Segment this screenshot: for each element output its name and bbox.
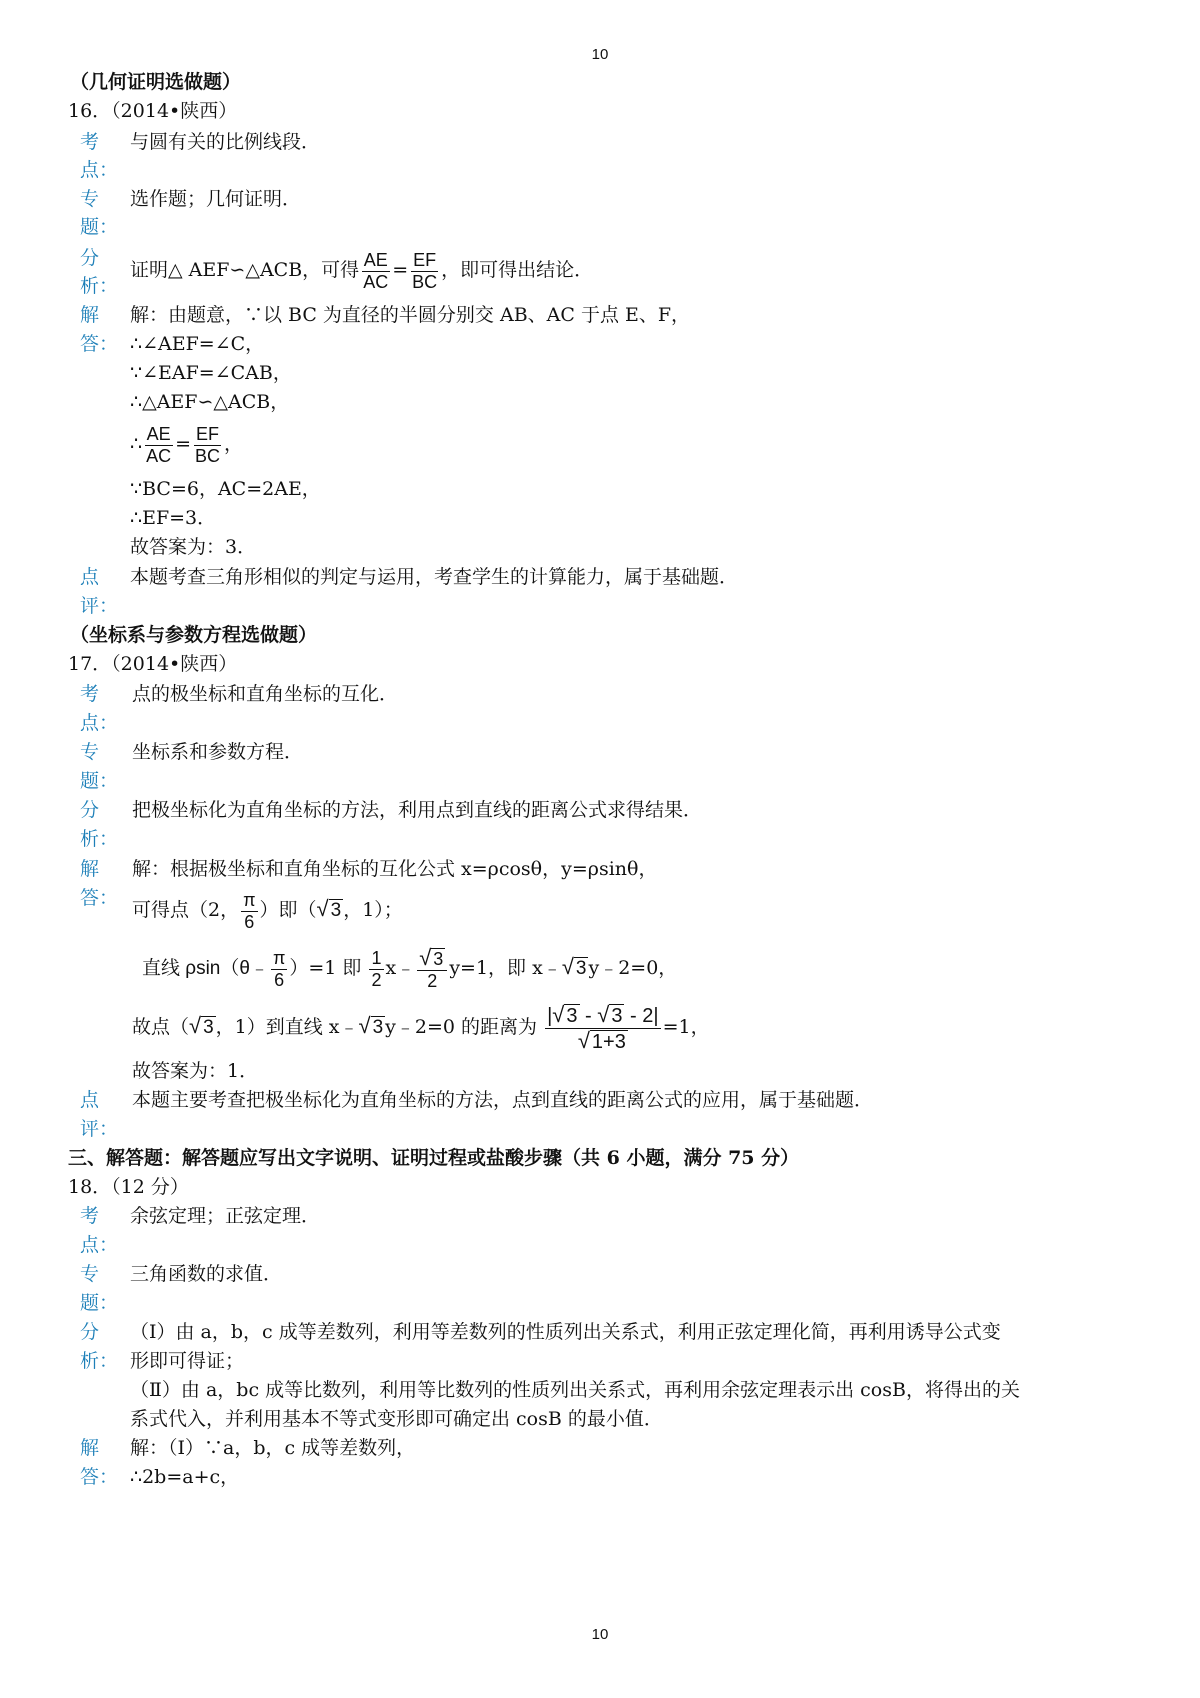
q18-zhuanti-label-1: 专 (80, 1263, 100, 1285)
q18-header: 18．（12 分） (68, 1176, 189, 1198)
q16-jieda-label-2: 答： (80, 333, 119, 355)
q18-fenxi-line-2: 形即可得证； (130, 1350, 245, 1372)
q16-header: 16．（2014•陕西） (68, 100, 238, 122)
minus-two-abs: - 2| (624, 1004, 659, 1027)
q17-solution-line-3 (142, 942, 677, 994)
q17-l3-text-e: y﹣2=0， (588, 957, 678, 979)
fraction-numerator: 1 (371, 947, 382, 968)
q17-l4-text-c: y﹣2=0 的距离为 (385, 1016, 538, 1038)
q17-fenxi: 把极坐标化为直角坐标的方法，利用点到直线的距离公式求得结果． (132, 799, 703, 821)
q16-dianping-label-2: 评： (80, 595, 119, 617)
radicand: 3 (330, 900, 342, 921)
q17-zhuanti-label-1: 专 (80, 741, 100, 763)
fraction-denominator: AC (146, 445, 172, 466)
q17-l2-text-c: ，1）； (343, 899, 403, 921)
q18-zhuanti-label-2: 题： (80, 1292, 119, 1314)
q16-fenxi-label-1: 分 (80, 247, 100, 269)
q17-l3-text-d: y=1，即 x﹣ (449, 957, 562, 979)
fraction-ef-bc (193, 424, 222, 467)
minus-sign: - (579, 1004, 598, 1027)
distance-fraction (545, 1003, 660, 1054)
q16-kaodian: 与圆有关的比例线段． (130, 131, 321, 153)
q16-dianping-label-1: 点 (80, 566, 100, 588)
radicand: 1+3 (591, 1030, 626, 1053)
q18-fenxi-line-1: （Ⅰ）由 a，b，c 成等差数列，利用等差数列的性质列出关系式，利用正弦定理化简，再利用诱导公式变 (130, 1321, 1001, 1343)
q17-solution-line-2 (132, 884, 403, 936)
q18-fenxi-label-2: 析： (80, 1350, 119, 1372)
q16-zhuanti: 选作题；几何证明． (130, 188, 302, 210)
fraction-denominator (576, 1029, 630, 1054)
q16-zhuanti-label-1: 专 (80, 188, 100, 210)
section-title-coordinates: （坐标系与参数方程选做题） (70, 624, 318, 646)
q16-comma: ， (224, 433, 244, 455)
q17-l4-text-d: =1， (662, 1016, 710, 1038)
q16-kaodian-label-2: 点： (80, 159, 119, 181)
q16-solution-line-8: 故答案为：3． (130, 536, 257, 558)
fraction-denominator: BC (195, 445, 221, 466)
fraction-numerator: EF (413, 249, 437, 270)
fraction-denominator: 6 (244, 911, 255, 932)
section-title-geometry: （几何证明选做题） (70, 71, 242, 93)
radicand: 3 (433, 948, 444, 969)
q16-solution-line-5: ∴ $\frac{AE}{AC}$ = $\frac{EF}{BC}$ ， (130, 423, 244, 466)
fraction-denominator: 2 (371, 969, 382, 990)
q16-therefore: ∴ (130, 433, 143, 455)
radicand: 3 (203, 1017, 214, 1038)
page-number-top: 10 (591, 46, 609, 63)
q16-solution-line-4: ∴△AEF∽△ACB， (130, 391, 290, 413)
q16-solution-line-2: ∴∠AEF=∠C， (130, 333, 265, 355)
q18-solution-line-2: ∴2b=a+c， (130, 1466, 240, 1488)
sqrt-1-plus-3: √ 1+3 (577, 1027, 626, 1053)
q18-zhuanti: 三角函数的求值． (130, 1263, 283, 1285)
q17-jieda-label-1: 解 (80, 858, 100, 880)
fraction-ae-ac (361, 250, 390, 293)
fraction-denominator: BC (412, 271, 438, 292)
q17-l2-text-a: 可得点（2， (132, 899, 240, 921)
radicand: 3 (566, 1004, 578, 1027)
q16-solution-line-1: 解：由题意，∵以 BC 为直径的半圆分别交 AB、AC 于点 E、F， (130, 304, 691, 326)
q16-jieda-label-1: 解 (80, 304, 100, 326)
sqrt-3: √ 3 (561, 954, 587, 979)
sqrt-3: √ 3 (597, 1001, 623, 1027)
fraction-numerator: AE (363, 249, 388, 270)
fraction-denominator: 2 (427, 970, 438, 991)
fraction-numerator: EF (196, 423, 220, 444)
q16-dianping: 本题考查三角形相似的判定与运用，考查学生的计算能力，属于基础题． (130, 566, 739, 588)
q17-l3-text-b: ）=1 即 (289, 957, 362, 979)
q17-l4-text-a: 故点（ (132, 1016, 190, 1038)
q17-kaodian-label-2: 点： (80, 712, 119, 734)
q18-kaodian-label-1: 考 (80, 1205, 100, 1227)
q18-jieda-label-2: 答： (80, 1466, 119, 1488)
radicand: 3 (372, 1017, 384, 1038)
q17-solution-line-5: 故答案为：1． (132, 1060, 259, 1082)
fraction-numerator: π (243, 889, 256, 910)
fraction-denominator: AC (363, 271, 389, 292)
sqrt-3: √ 3 (189, 1013, 214, 1038)
q17-fenxi-label-2: 析： (80, 828, 119, 850)
q17-solution-line-4 (132, 998, 710, 1056)
q17-solution-line-1: 解：根据极坐标和直角坐标的互化公式 x=ρcosθ，y=ρsinθ， (132, 858, 658, 880)
q17-l3-text-c: x﹣ (385, 957, 416, 979)
fraction-one-half (369, 948, 383, 991)
fraction-sqrt3-over-2 (417, 944, 447, 992)
q17-dianping-label-2: 评： (80, 1118, 119, 1140)
q16-solution-line-7: ∴EF=3． (130, 507, 217, 529)
q18-kaodian: 余弦定理；正弦定理． (130, 1205, 321, 1227)
fraction-numerator: AE (146, 423, 171, 444)
q16-kaodian-label-1: 考 (80, 131, 100, 153)
q17-zhuanti-label-2: 题： (80, 770, 119, 792)
q17-dianping-label-1: 点 (80, 1089, 100, 1111)
fraction-pi-over-6 (241, 890, 257, 933)
fraction-denominator: 6 (274, 969, 285, 990)
fraction-ae-ac (144, 424, 173, 467)
sqrt-3: √ 3 (316, 896, 342, 921)
q16-solution-line-6: ∵BC=6，AC=2AE， (130, 478, 321, 500)
q17-header: 17．（2014•陕西） (68, 653, 238, 675)
q16-fenxi-post: ，即可得出结论． (441, 259, 594, 281)
radicand: 3 (575, 958, 587, 979)
sqrt-3: √ 3 (358, 1013, 384, 1038)
fraction-ef-bc (410, 250, 439, 293)
q16-fenxi-pre: 证明△ AEF∽△ACB，可得 (130, 259, 360, 281)
q16-solution-line-3: ∵∠EAF=∠CAB， (130, 362, 292, 384)
q17-fenxi-label-1: 分 (80, 799, 100, 821)
q17-l2-text-b: ）即（ (259, 899, 317, 921)
sqrt-3: √ 3 (552, 1001, 578, 1027)
fraction-numerator (417, 944, 447, 971)
q18-fenxi-line-3: （Ⅱ）由 a，bc 成等比数列，利用等比数列的性质列出关系式，再利用余弦定理表示出 cosB，将得出的关 (130, 1379, 1020, 1401)
q17-l3-text-a: 直线 ρsin（θ﹣ (142, 958, 269, 979)
q17-l4-text-b: ，1）到直线 x﹣ (215, 1016, 359, 1038)
fraction-pi-over-6 (271, 948, 287, 991)
q18-jieda-label-1: 解 (80, 1437, 100, 1459)
q18-fenxi-label-1: 分 (80, 1321, 100, 1343)
page-number-bottom: 10 (591, 1626, 609, 1643)
q18-solution-line-1: 解：（Ⅰ）∵a，b，c 成等差数列， (130, 1437, 416, 1459)
section-title-part3: 三、解答题：解答题应写出文字说明、证明过程或盐酸步骤（共 6 小题，满分 75 分） (68, 1147, 800, 1169)
q16-zhuanti-label-2: 题： (80, 216, 119, 238)
q18-kaodian-label-2: 点： (80, 1234, 119, 1256)
q17-zhuanti: 坐标系和参数方程． (132, 741, 304, 763)
q18-fenxi-line-4: 系式代入，并利用基本不等式变形即可确定出 cosB 的最小值． (130, 1408, 663, 1430)
fraction-numerator: π (272, 947, 286, 968)
q17-kaodian: 点的极坐标和直角坐标的互化． (132, 683, 399, 705)
sqrt-3: √ 3 (419, 944, 444, 970)
q17-kaodian-label-1: 考 (80, 683, 100, 705)
q17-jieda-label-2: 答： (80, 887, 119, 909)
q17-dianping: 本题主要考查把极坐标化为直角坐标的方法，点到直线的距离公式的应用，属于基础题． (132, 1089, 874, 1111)
q16-fenxi: 证明△ AEF∽△ACB，可得 $\frac{AE}{AC}$ = $\frac{EF}{BC}$ ，即可得出结论． (130, 249, 594, 292)
radicand: 3 (611, 1004, 623, 1027)
q16-fenxi-label-2: 析： (80, 275, 119, 297)
fraction-numerator (545, 1003, 660, 1029)
abs-bar: | (547, 1004, 553, 1027)
